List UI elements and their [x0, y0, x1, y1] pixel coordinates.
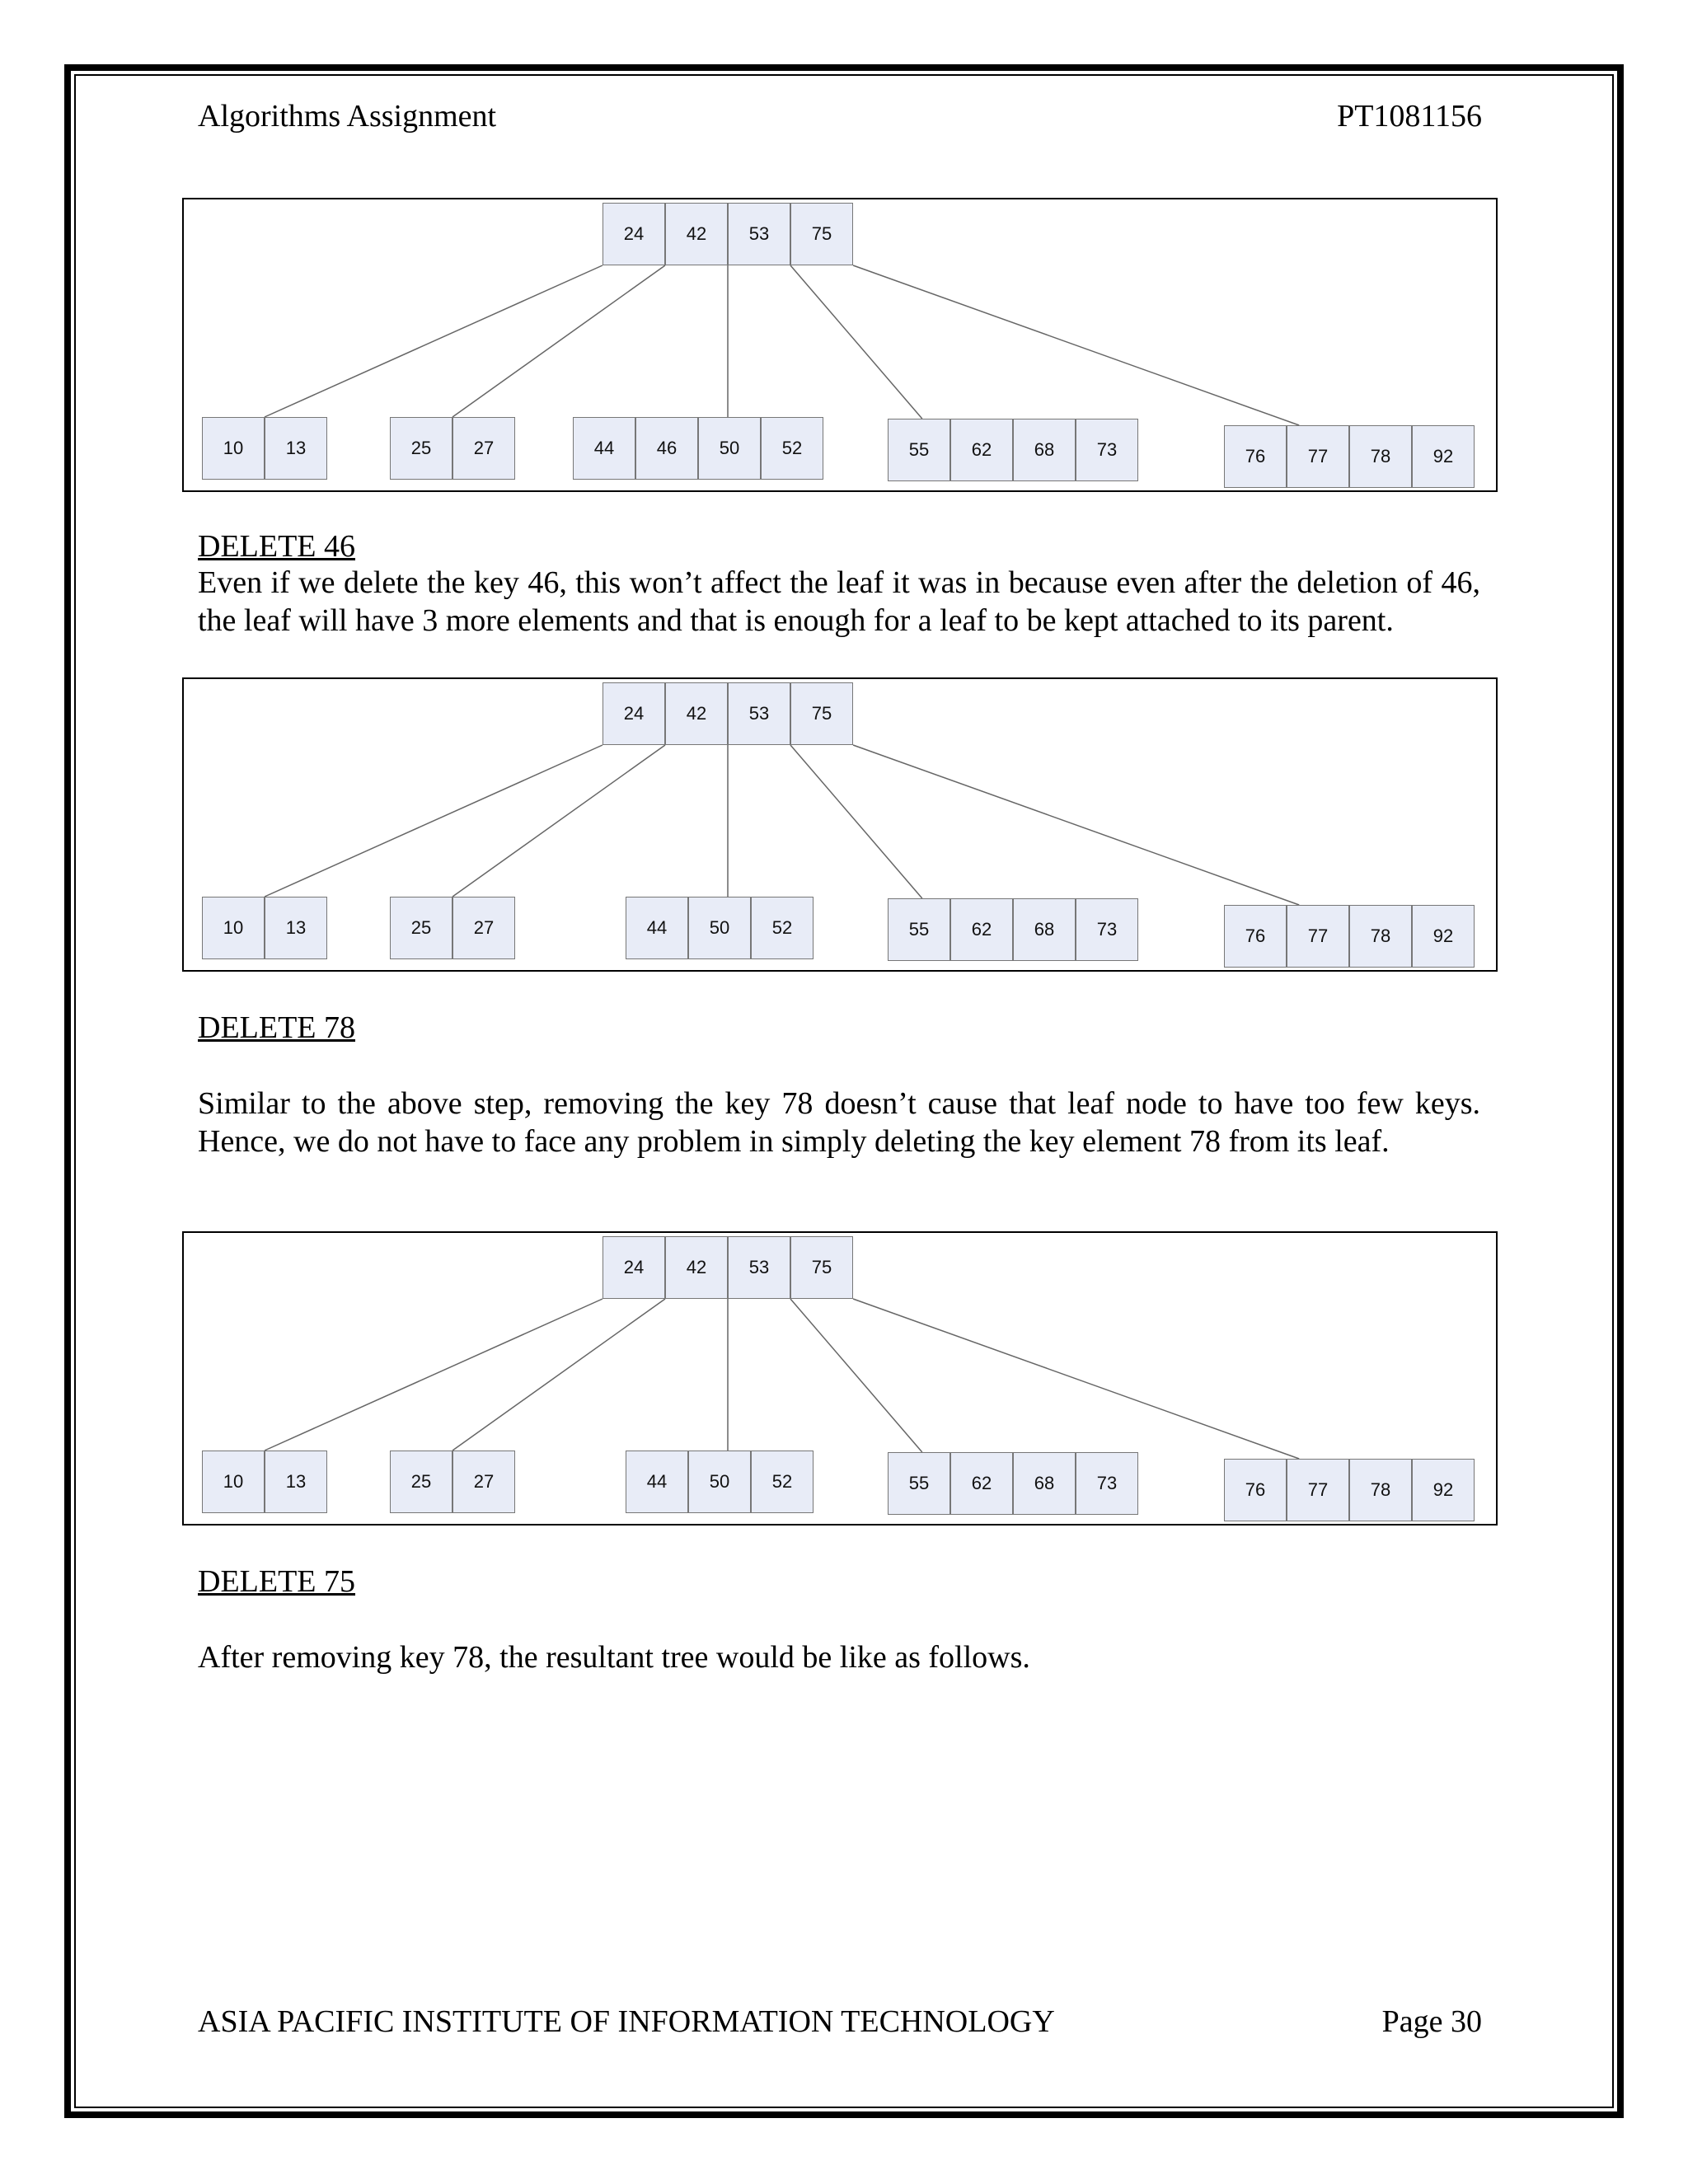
footer-page-number: Page 30	[1381, 2004, 1482, 2039]
leaf-2-key-27: 27	[452, 897, 515, 959]
leaf-5-key-76: 76	[1224, 1459, 1287, 1521]
leaf-3-key-50: 50	[688, 1451, 751, 1513]
leaf-2-key-25: 25	[390, 417, 452, 480]
leaf-5-key-78: 78	[1349, 1459, 1412, 1521]
delete-46-paragraph: Even if we delete the key 46, this won’t affect the leaf it was in because even after the deletion of 46, the leaf will have 3 more elements and that is enough for a leaf to be kept attached to its parent.	[198, 565, 1480, 638]
edge-root-to-leaf-2	[452, 265, 665, 417]
header-title: Algorithms Assignment	[198, 99, 497, 134]
leaf-5-key-77: 77	[1287, 425, 1349, 488]
root-key-53: 53	[728, 682, 790, 745]
leaf-5-key-92: 92	[1412, 425, 1475, 488]
leaf-5-key-76: 76	[1224, 425, 1287, 488]
edge-root-to-leaf-5	[853, 1299, 1299, 1459]
leaf-1-key-13: 13	[265, 897, 327, 959]
leaf-4-key-55: 55	[888, 419, 950, 481]
edge-root-to-leaf-5	[853, 265, 1299, 425]
leaf-1-key-13: 13	[265, 417, 327, 480]
root-key-42: 42	[665, 682, 728, 745]
leaf-1-key-13: 13	[265, 1451, 327, 1513]
leaf-3-key-52: 52	[751, 897, 814, 959]
edge-root-to-leaf-4	[790, 265, 922, 419]
root-key-42: 42	[665, 1236, 728, 1299]
header-student-id: PT1081156	[1337, 99, 1482, 134]
leaf-5-key-76: 76	[1224, 905, 1287, 968]
leaf-4-key-62: 62	[950, 419, 1013, 481]
delete-78-paragraph: Similar to the above step, removing the key 78 doesn’t cause that leaf node to have too few keys. Hence, we do not have to face any problem in simply deleting the key element 78 from its leaf.	[198, 1086, 1480, 1159]
leaf-5-key-92: 92	[1412, 905, 1475, 968]
leaf-4-key-73: 73	[1076, 898, 1138, 961]
btree-diagram-3	[182, 1231, 1498, 1526]
leaf-2-key-27: 27	[452, 1451, 515, 1513]
leaf-3-key-52: 52	[751, 1451, 814, 1513]
leaf-3-key-44: 44	[573, 417, 635, 480]
root-key-53: 53	[728, 203, 790, 265]
root-key-75: 75	[790, 203, 853, 265]
leaf-2-key-25: 25	[390, 1451, 452, 1513]
root-key-75: 75	[790, 682, 853, 745]
leaf-1-key-10: 10	[202, 1451, 265, 1513]
leaf-5-key-92: 92	[1412, 1459, 1475, 1521]
edge-root-to-leaf-4	[790, 745, 922, 898]
leaf-4-key-55: 55	[888, 898, 950, 961]
edge-root-to-leaf-1	[265, 265, 603, 417]
root-key-53: 53	[728, 1236, 790, 1299]
root-key-24: 24	[603, 682, 665, 745]
delete-75-paragraph: After removing key 78, the resultant tree would be like as follows.	[198, 1640, 1030, 1675]
leaf-3-key-50: 50	[698, 417, 761, 480]
leaf-4-key-62: 62	[950, 1452, 1013, 1515]
leaf-4-key-73: 73	[1076, 419, 1138, 481]
leaf-4-key-68: 68	[1013, 1452, 1076, 1515]
leaf-3-key-46: 46	[635, 417, 698, 480]
btree-diagram-1	[182, 198, 1498, 492]
leaf-1-key-10: 10	[202, 417, 265, 480]
leaf-4-key-68: 68	[1013, 419, 1076, 481]
root-key-42: 42	[665, 203, 728, 265]
edge-root-to-leaf-2	[452, 745, 665, 897]
leaf-4-key-73: 73	[1076, 1452, 1138, 1515]
edge-root-to-leaf-5	[853, 745, 1299, 905]
leaf-4-key-55: 55	[888, 1452, 950, 1515]
leaf-5-key-77: 77	[1287, 1459, 1349, 1521]
delete-46-heading: DELETE 46	[198, 529, 356, 564]
edge-root-to-leaf-1	[265, 745, 603, 897]
delete-78-heading: DELETE 78	[198, 1010, 356, 1045]
leaf-5-key-78: 78	[1349, 425, 1412, 488]
leaf-4-key-62: 62	[950, 898, 1013, 961]
root-key-75: 75	[790, 1236, 853, 1299]
btree-diagram-2	[182, 677, 1498, 972]
leaf-3-key-44: 44	[626, 1451, 688, 1513]
edge-root-to-leaf-2	[452, 1299, 665, 1451]
leaf-2-key-27: 27	[452, 417, 515, 480]
delete-75-heading: DELETE 75	[198, 1564, 356, 1599]
leaf-5-key-78: 78	[1349, 905, 1412, 968]
leaf-2-key-25: 25	[390, 897, 452, 959]
leaf-3-key-50: 50	[688, 897, 751, 959]
leaf-1-key-10: 10	[202, 897, 265, 959]
leaf-3-key-44: 44	[626, 897, 688, 959]
footer-institute: ASIA PACIFIC INSTITUTE OF INFORMATION TECHNOLOGY	[198, 2004, 1055, 2039]
edge-root-to-leaf-1	[265, 1299, 603, 1451]
root-key-24: 24	[603, 1236, 665, 1299]
edge-root-to-leaf-4	[790, 1299, 922, 1452]
leaf-3-key-52: 52	[761, 417, 823, 480]
leaf-5-key-77: 77	[1287, 905, 1349, 968]
leaf-4-key-68: 68	[1013, 898, 1076, 961]
root-key-24: 24	[603, 203, 665, 265]
